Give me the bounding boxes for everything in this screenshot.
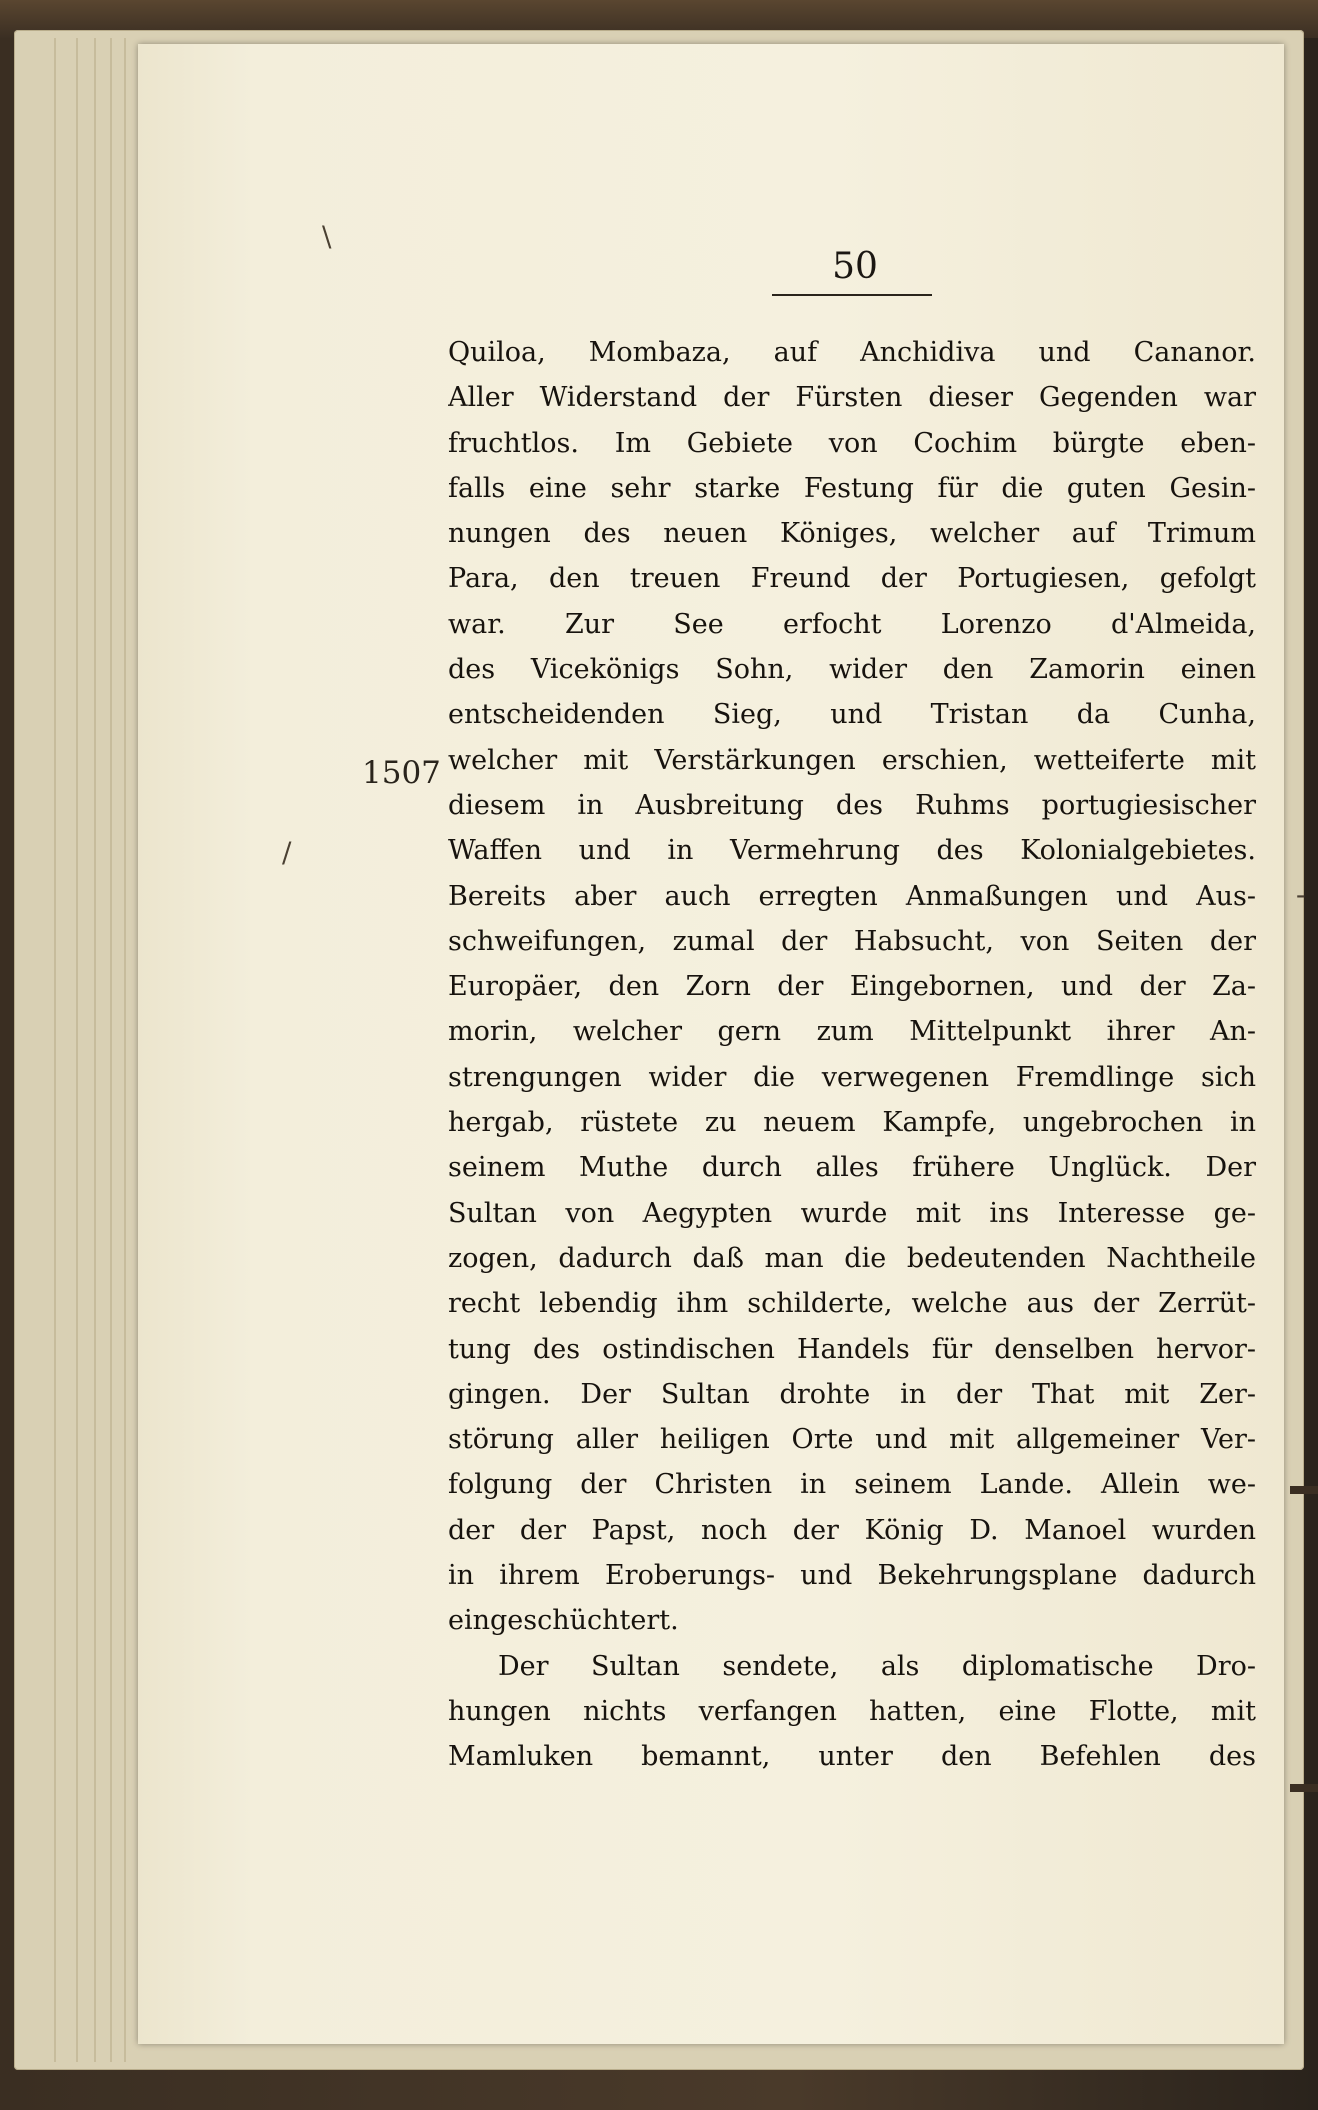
text-line: recht lebendig ihm schilderte, welche aus der Zerrüt- bbox=[448, 1288, 1256, 1320]
text-line: schweifungen, zumal der Habsucht, von Seiten der bbox=[448, 925, 1256, 957]
page-number: 50 bbox=[832, 246, 878, 287]
text-line: hungen nichts verfangen hatten, eine Flotte, mit bbox=[448, 1695, 1256, 1727]
text-line: gingen. Der Sultan drohte in der That mit Zer- bbox=[448, 1378, 1256, 1410]
stray-mark: - bbox=[1296, 878, 1306, 911]
stray-mark: / bbox=[282, 836, 292, 869]
text-line: strengungen wider die verwegenen Fremdlinge sich bbox=[448, 1061, 1256, 1093]
text-line: Quiloa, Mombaza, auf Anchidiva und Cananor. bbox=[448, 337, 1256, 368]
text-line: eingeschüchtert. bbox=[448, 1605, 679, 1637]
text-line: Sultan von Aegypten wurde mit ins Interesse ge- bbox=[448, 1197, 1256, 1229]
text-line: welcher mit Verstärkungen erschien, wetteiferte mit bbox=[448, 744, 1256, 776]
header-rule bbox=[772, 294, 932, 296]
text-line: tung des ostindischen Handels für denselben hervor- bbox=[448, 1333, 1256, 1365]
text-line: zogen, dadurch daß man die bedeutenden Nachtheile bbox=[448, 1242, 1256, 1274]
text-line: in ihrem Eroberungs- und Bekehrungsplane dadurch bbox=[448, 1560, 1256, 1592]
page-edge-layer bbox=[124, 38, 126, 2062]
text-line: Mamluken bemannt, unter den Befehlen des bbox=[448, 1741, 1256, 1773]
text-line: war. Zur See erfocht Lorenzo d'Almeida, bbox=[448, 608, 1256, 640]
text-line: der der Papst, noch der König D. Manoel wurden bbox=[448, 1514, 1256, 1546]
page-edge-layer bbox=[94, 38, 96, 2062]
page-clip bbox=[1290, 1486, 1318, 1494]
text-line: Para, den treuen Freund der Portugiesen, gefolgt bbox=[448, 563, 1256, 595]
stray-mark: \ bbox=[322, 220, 332, 253]
text-line: seinem Muthe durch alles frühere Unglück. Der bbox=[448, 1152, 1256, 1184]
text-line: Der Sultan sendete, als diplomatische Dro- bbox=[498, 1650, 1256, 1682]
text-line: Bereits aber auch erregten Anmaßungen und Aus- bbox=[448, 880, 1256, 912]
page-edge-layer bbox=[76, 38, 78, 2062]
text-line: störung aller heiligen Orte und mit allgemeiner Ver- bbox=[448, 1424, 1256, 1456]
text-line: hergab, rüstete zu neuem Kampfe, ungebrochen in bbox=[448, 1107, 1256, 1139]
text-line: des Vicekönigs Sohn, wider den Zamorin einen bbox=[448, 654, 1256, 686]
margin-year-note: 1507 bbox=[362, 755, 441, 791]
text-line: falls eine sehr starke Festung für die guten Gesin- bbox=[448, 472, 1256, 504]
text-line: Aller Widerstand der Fürsten dieser Gegenden war bbox=[448, 382, 1256, 414]
page-edge-layer bbox=[110, 38, 112, 2062]
text-line: entscheidenden Sieg, und Tristan da Cunha, bbox=[448, 699, 1256, 731]
text-line: folgung der Christen in seinem Lande. Allein we- bbox=[448, 1469, 1256, 1501]
body-text bbox=[448, 330, 1256, 1780]
text-line: Waffen und in Vermehrung des Kolonialgebietes. bbox=[448, 835, 1256, 867]
text-line: diesem in Ausbreitung des Ruhms portugiesischer bbox=[448, 789, 1256, 821]
page-edge-layer bbox=[54, 38, 56, 2062]
text-line: nungen des neuen Königes, welcher auf Trimum bbox=[448, 518, 1256, 550]
text-line: Europäer, den Zorn der Eingebornen, und der Za- bbox=[448, 971, 1256, 1003]
page-clip bbox=[1290, 1784, 1318, 1792]
text-line: fruchtlos. Im Gebiete von Cochim bürgte eben- bbox=[448, 427, 1256, 459]
text-line: morin, welcher gern zum Mittelpunkt ihrer An- bbox=[448, 1016, 1256, 1048]
